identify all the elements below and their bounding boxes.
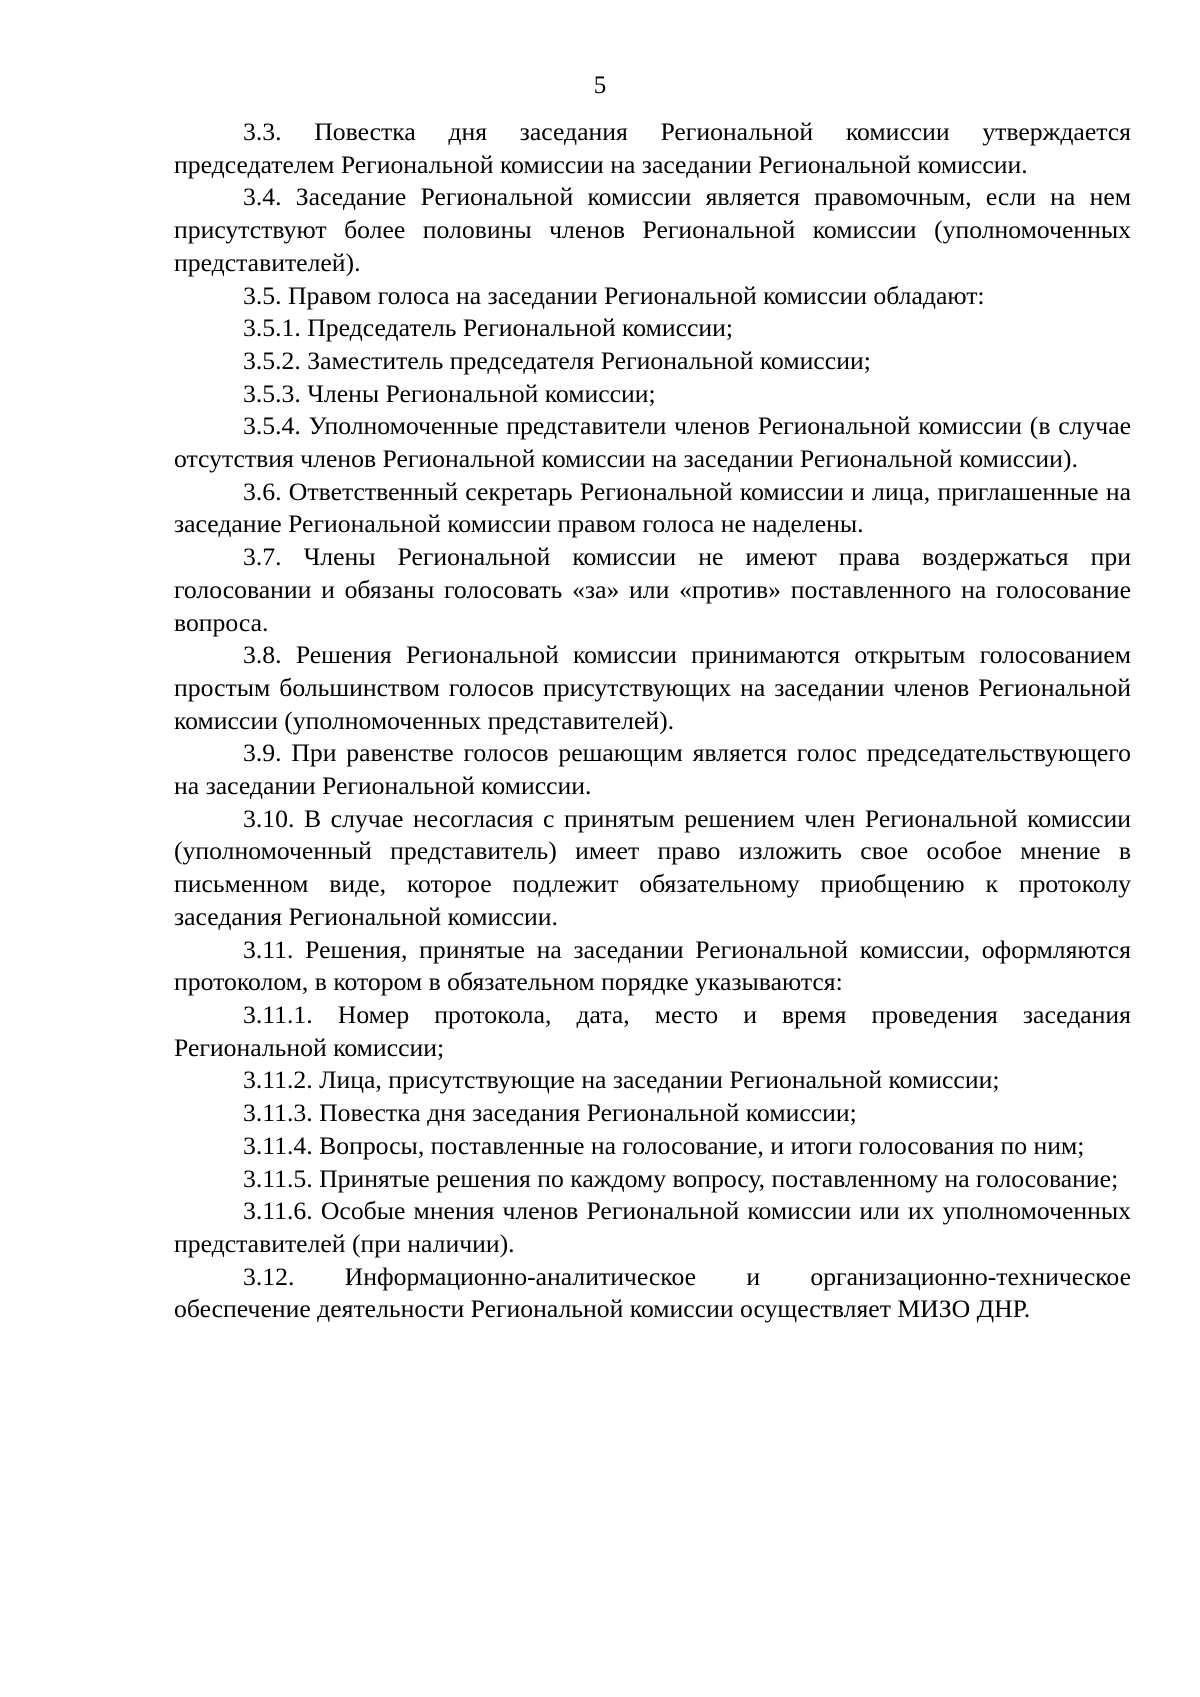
paragraph-3-7: 3.7. Члены Региональной комиссии не имеют права воздержаться при голосовании и обязаны голосовать «за» или «против» поставленного на голосование вопроса. [174, 542, 1131, 637]
paragraph-3-5-2: 3.5.2. Заместитель председателя Региональной комиссии; [243, 345, 871, 375]
paragraph-3-11-2: 3.11.2. Лица, присутствующие на заседании Региональной комиссии; [243, 1065, 1000, 1095]
paragraph-3-11-3: 3.11.3. Повестка дня заседания Региональной комиссии; [243, 1098, 857, 1128]
paragraph-3-10: 3.10. В случае несогласия с принятым решением член Региональной комиссии (уполномоченный представитель) имеет право изложить свое особое мнение в письменном виде, которое подлежит обязательному приобщению к протоколу заседания Региональной комиссии. [174, 803, 1131, 931]
paragraph-3-12: 3.12. Информационно-аналитическое и организационно-техническое обеспечение деятельности Региональной комиссии осуществляет МИЗО ДНР. [174, 1261, 1131, 1324]
paragraph-3-5-3: 3.5.3. Члены Региональной комиссии; [243, 378, 656, 408]
paragraph-3-8: 3.8. Решения Региональной комиссии принимаются открытым голосованием простым большинством голосов присутствующих на заседании членов Региональной комиссии (уполномоченных представителей). [174, 640, 1131, 735]
paragraph-3-5: 3.5. Правом голоса на заседании Региональной комиссии обладают: [243, 280, 985, 310]
paragraph-3-5-4: 3.5.4. Уполномоченные представители членов Региональной комиссии (в случае отсутствия членов Региональной комиссии на заседании Региональной комиссии). [174, 411, 1131, 474]
paragraph-3-11-1: 3.11.1. Номер протокола, дата, место и время проведения заседания Региональной комиссии; [174, 999, 1131, 1062]
paragraph-3-3: 3.3. Повестка дня заседания Региональной комиссии утверждается председателем Региональной комиссии на заседании Региональной комиссии. [174, 117, 1131, 179]
paragraph-3-9: 3.9. При равенстве голосов решающим является голос председательствующего на заседании Региональной комиссии. [174, 738, 1131, 801]
paragraph-3-4: 3.4. Заседание Региональной комиссии является правомочным, если на нем присутствуют более половины членов Региональной комиссии (уполномоченных представителей). [174, 182, 1131, 277]
paragraph-3-11-5: 3.11.5. Принятые решения по каждому вопросу, поставленному на голосование; [243, 1163, 1119, 1193]
document-body [174, 116, 1131, 1326]
paragraph-3-5-1: 3.5.1. Председатель Региональной комиссии; [243, 313, 734, 343]
paragraph-3-6: 3.6. Ответственный секретарь Региональной комиссии и лица, приглашенные на заседание Региональной комиссии правом голоса не наделены. [174, 476, 1131, 539]
page-number: 5 [593, 72, 607, 99]
paragraph-3-11-4: 3.11.4. Вопросы, поставленные на голосование, и итоги голосования по ним; [243, 1130, 1085, 1160]
paragraph-3-11: 3.11. Решения, принятые на заседании Региональной комиссии, оформляются протоколом, в котором в обязательном порядке указываются: [174, 934, 1131, 997]
paragraph-3-11-6: 3.11.6. Особые мнения членов Региональной комиссии или их уполномоченных представителей (при наличии). [174, 1196, 1131, 1258]
